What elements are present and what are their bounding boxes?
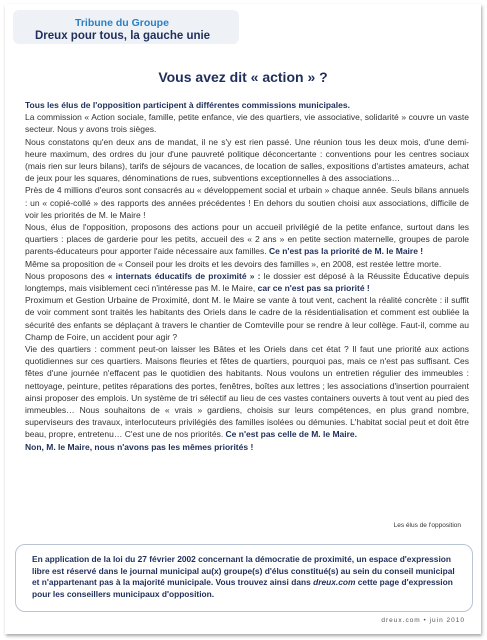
section-kicker: Tribune du Groupe — [75, 17, 169, 29]
legal-notice-box — [15, 544, 473, 612]
paragraph: Vie des quartiers : comment peut-on laisser les Bâtes et les Oriels dans cet état ? Il faut une priorité aux actions quotidiennes sur ces quartiers. Maisons fleuries et fêtes de quartiers, pourquoi pas, mais ce n'est pas suffisant. Ces fêtes d'une journée n'effacent pas le quotidien des habitants. Nous voulons un entretien régulier des immeubles : nettoyage, peinture, petites réparations des portes, fenêtres, boîtes aux lettres ; les associations d'insertion pourraient ainsi proposer des emplois. Un système de tri sélectif au lieu de ces vastes containers ouverts à tout vent au pied des immeubles… Nous souhaitons de « vrais » gardiens, choisis sur leurs compétences, en plus grand nombre, superviseurs des travaux, interlocuteurs privilégiés des familles isolées ou démunies. L'habitat social peut et doit être beau, propre, entretenu… C'est une de nos priorités. Ce n'est pas celle de M. le Maire. — [25, 344, 469, 440]
paragraph: Proximum et Gestion Urbaine de Proximité, dont M. le Maire se vante à tout vent, cachent la réalité concrète : il suffit de voir comment sont traités les habitants des Oriels dans le cadre de la résidentialisation et comment est oubliée la sécurité des enfants se déplaçant à travers le chantier de Comteville pour se rendre à leur collège. Faut-il, comme au Champ de Foire, un accident pour agir ? — [25, 295, 469, 342]
legal-notice-text: En application de la loi du 27 février 2002 concernant la démocratie de proximité, un espace d'expression libre est réservé dans le journal municipal au(x) groupe(s) d'élus constitué(s) au sein du conseil municipal et n'appartenant pas à la majorité municipale. Vous trouvez ainsi dans dreux.com cette page d'expression pour les conseillers municipaux d'opposition. — [32, 554, 455, 599]
paragraph: Nous constatons qu'en deux ans de mandat, il ne s'y est rien passé. Une réunion tous les deux mois, d'une demi-heure maximum, des ordres du jour d'une pauvreté politique déconcertante : conventions pour les centres sociaux (mais rien sur leurs bilans), tarifs de séjours de vacances, de location de salles, expositions d'artistes amateurs, achat de jeux pour les squares, dénominations de rues, subventions exceptionnelles à des associations… — [25, 136, 469, 184]
page-footer: dreux.com • juin 2010 — [381, 617, 465, 624]
article-body — [25, 99, 469, 453]
magazine-page — [5, 4, 481, 634]
article-signature: Les élus de l'opposition — [393, 522, 461, 529]
emphasis: « internats éducatifs de proximité » : — [107, 270, 261, 281]
group-header-box — [13, 10, 239, 44]
closing-statement: Non, M. le Maire, nous n'avons pas les mêmes priorités ! — [25, 441, 254, 452]
paragraph: Même sa proposition de « Conseil pour les droits et les devoirs des familles », en 2008, est restée lettre morte. — [25, 258, 442, 269]
article-intro: Tous les élus de l'opposition participent à différentes commissions municipales. — [25, 100, 350, 110]
paragraph: Nous proposons des « internats éducatifs de proximité » : le dossier est déposé à la Réussite Éducative depuis longtemps, mais visiblement ceci n'intéresse pas M. le Maire, car ce n'est pas sa priorité ! — [25, 270, 469, 294]
paragraph: Près de 4 millions d'euros sont consacrés au « développement social et urbain » chaque année. Seuls bilans annuels : un « copié-collé » des rapports des années précédentes ! En dehors du soutien choisi aux associations, difficile de voir les priorités de M. le Maire ! — [25, 185, 469, 220]
paragraph: La commission « Action sociale, famille, petite enfance, vie des quartiers, vie associative, solidarité » couvre un vaste secteur. Nous y avons trois sièges. — [25, 112, 469, 135]
emphasis: car ce n'est pas sa priorité ! — [257, 283, 370, 294]
site-name: dreux.com — [313, 577, 356, 588]
paragraph: Nous, élus de l'opposition, proposons des actions pour un accueil privilégié de la petite enfance, surtout dans les quartiers : places de garderie pour les petits, accueil des « 2 ans » en petite section maternelle, groupes de parole parents-éducateurs pour apporter l'aide nécessaire aux familles. Ce n'est pas la priorité de M. le Maire ! — [25, 222, 469, 257]
emphasis: Ce n'est pas celle de M. le Maire. — [225, 429, 358, 440]
emphasis: Ce n'est pas la priorité de M. le Maire ! — [269, 246, 424, 257]
article-title: Vous avez dit « action » ? — [158, 69, 328, 85]
group-name: Dreux pour tous, la gauche unie — [35, 30, 211, 42]
